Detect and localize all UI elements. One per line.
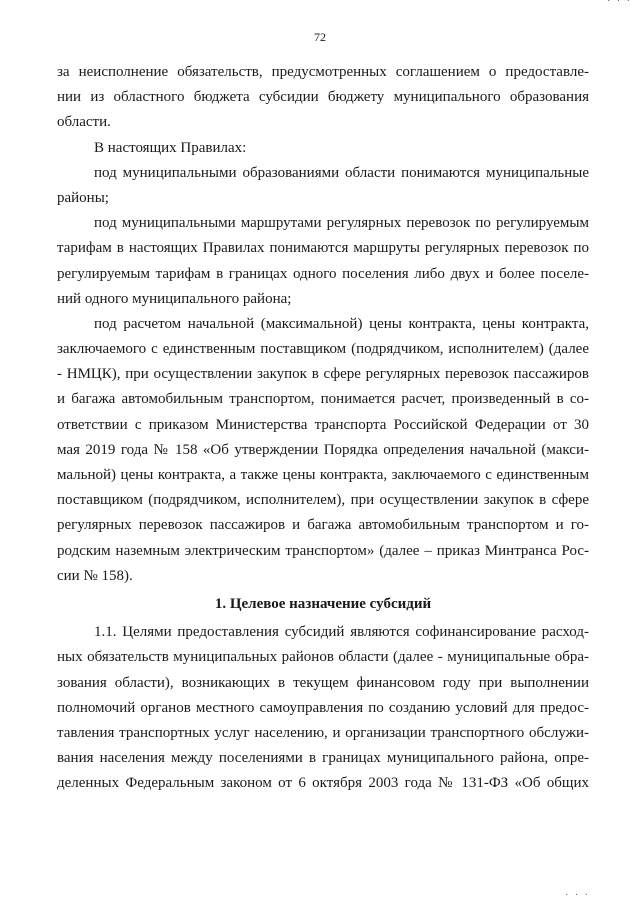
text-line: мальной) цены контракта, а также цены контракта, заключаемого с единственным bbox=[57, 467, 589, 483]
text-line: под расчетом начальной (максимальной) цены контракта, цены контракта, bbox=[94, 315, 589, 332]
page-number: 72 bbox=[314, 30, 326, 44]
text-line: области. bbox=[57, 114, 111, 131]
text-line: заключаемого с единственным поставщиком (подрядчиком, исполнителем) (далее bbox=[57, 341, 589, 358]
document-body bbox=[57, 60, 589, 796]
text-line: нии из областного бюджета субсидии бюджету муниципального образования bbox=[57, 89, 589, 106]
text-line: 1.1. Целями предоставления субсидий являются софинансирование расход- bbox=[94, 624, 589, 641]
text-line: регулярных перевозок пассажиров и багажа автомобильным транспортом и го- bbox=[57, 517, 589, 534]
corner-marks-bottom: · · · bbox=[565, 890, 590, 901]
text-line: поставщиком (подрядчиком, исполнителем), при осуществлении закупок в сфере bbox=[57, 492, 589, 509]
text-line: под муниципальными маршрутами регулярных перевозок по регулируемым bbox=[94, 215, 589, 232]
text-line: тавления транспортных услуг населению, и организации транспортного обслужи- bbox=[57, 724, 589, 741]
text-line: вания населения между поселениями в границах муниципального района, опре- bbox=[57, 750, 589, 767]
section-heading: 1. Целевое назначение субсидий bbox=[214, 595, 432, 612]
text-line: ответствии с приказом Министерства транспорта Российской Федерации от 30 bbox=[57, 416, 589, 433]
text-line: родским наземным электрическим транспортом» (далее – приказ Минтранса Рос- bbox=[57, 542, 589, 559]
text-line: регулируемым тарифам в границах одного поселения либо двух и более поселе- bbox=[57, 265, 589, 282]
text-line: полномочий органов местного самоуправления по созданию условий для предос- bbox=[57, 699, 589, 716]
text-line: ных обязательств муниципальных районов области (далее - муниципальные обра- bbox=[57, 649, 589, 666]
text-line: мая 2019 года № 158 «Об утверждении Порядка определения начальной (макси- bbox=[57, 441, 589, 458]
text-line: деленных Федеральным законом от 6 октября 2003 года № 131-ФЗ «Об общих bbox=[57, 775, 589, 792]
text-line: и багажа автомобильным транспортом, понимается расчет, произведенный в со- bbox=[57, 391, 589, 408]
text-line: под муниципальными образованиями области понимаются муниципальные bbox=[94, 164, 589, 181]
text-line: зования области), возникающих в текущем финансовом году при выполнении bbox=[57, 674, 589, 691]
text-line: за неисполнение обязательств, предусмотренных соглашением о предоставле- bbox=[57, 64, 589, 80]
text-line: районы; bbox=[57, 189, 109, 206]
text-line: - НМЦК), при осуществлении закупок в сфере регулярных перевозок пассажиров bbox=[57, 366, 589, 383]
text-line: ний одного муниципального района; bbox=[57, 290, 292, 307]
text-line: В настоящих Правилах: bbox=[94, 139, 247, 156]
text-line: тарифам в настоящих Правилах понимаются маршруты регулярных перевозок по bbox=[57, 240, 589, 257]
corner-marks-top: · · · bbox=[607, 0, 632, 7]
text-line: сии № 158). bbox=[57, 567, 133, 584]
